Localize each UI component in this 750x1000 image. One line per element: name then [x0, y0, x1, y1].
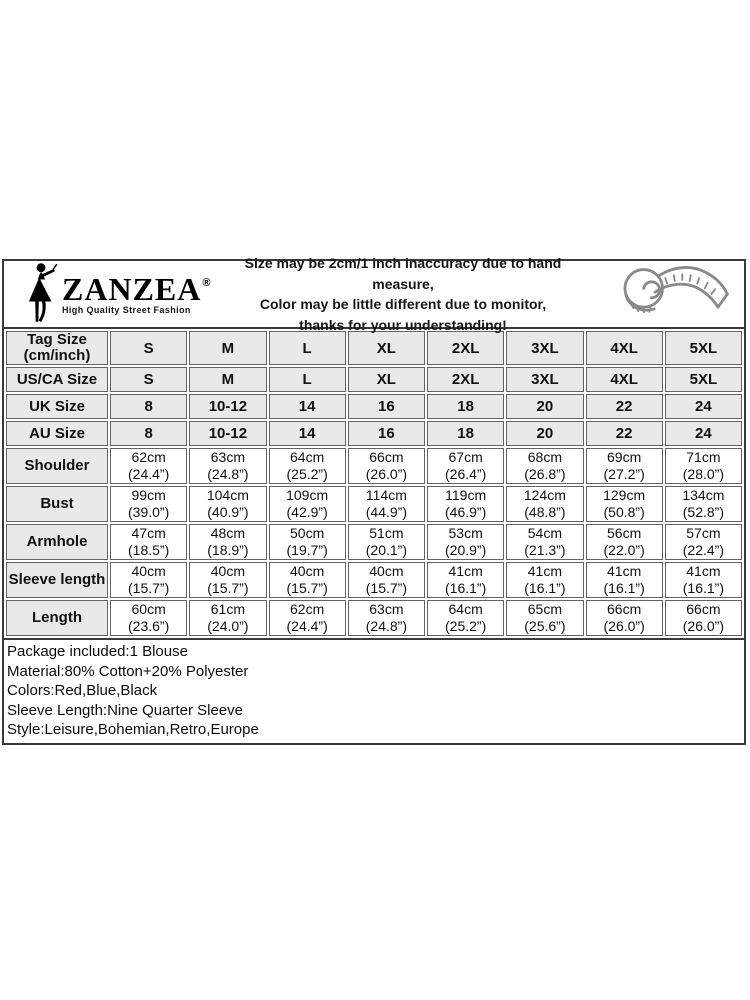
measuring-tape-icon — [598, 263, 744, 325]
measure-value-cell: 124cm (48.8”) — [506, 486, 583, 522]
measure-value-cell: 64cm (25.2”) — [427, 600, 504, 636]
row-label: Shoulder — [6, 448, 108, 484]
row-label: Tag Size (cm/inch) — [6, 331, 108, 365]
measure-value-cell: 65cm (25.6”) — [506, 600, 583, 636]
measure-value-cell: 53cm (20.9”) — [427, 524, 504, 560]
row-label: AU Size — [6, 421, 108, 446]
size-value-cell: 18 — [427, 394, 504, 419]
measure-value-cell: 56cm (22.0”) — [586, 524, 663, 560]
measure-value-cell: 41cm (16.1”) — [427, 562, 504, 598]
info-line: Style:Leisure,Bohemian,Retro,Europe — [7, 721, 259, 738]
measure-row — [6, 486, 742, 522]
notice-line: Size may be 2cm/1 inch inaccuracy due to hand measure, — [244, 255, 562, 292]
measure-value-cell: 40cm (15.7”) — [189, 562, 266, 598]
measure-value-cell: 69cm (27.2”) — [586, 448, 663, 484]
measure-value-cell: 47cm (18.5”) — [110, 524, 187, 560]
size-table — [4, 329, 744, 638]
size-row — [6, 331, 742, 365]
measure-value-cell: 129cm (50.8”) — [586, 486, 663, 522]
measure-value-cell: 51cm (20.1”) — [348, 524, 425, 560]
measure-value-cell: 63cm (24.8”) — [348, 600, 425, 636]
woman-silhouette-icon — [24, 263, 60, 325]
size-value-cell: 20 — [506, 394, 583, 419]
info-line: Sleeve Length:Nine Quarter Sleeve — [7, 701, 243, 719]
size-value-cell: L — [269, 331, 346, 365]
notice-line: Color may be little different due to monitor, — [259, 296, 547, 312]
size-value-cell: 14 — [269, 394, 346, 419]
measure-value-cell: 99cm (39.0”) — [110, 486, 187, 522]
info-line: Colors:Red,Blue,Black — [7, 682, 158, 699]
measure-value-cell: 40cm (15.7”) — [269, 562, 346, 598]
measure-value-cell: 66cm (26.0”) — [348, 448, 425, 484]
measure-value-cell: 40cm (15.7”) — [348, 562, 425, 598]
size-value-cell: 24 — [665, 394, 742, 419]
size-value-cell: 3XL — [506, 331, 583, 365]
size-value-cell: XL — [348, 367, 425, 392]
row-label: UK Size — [6, 394, 108, 419]
size-value-cell: 4XL — [586, 331, 663, 365]
size-row — [6, 367, 742, 392]
measure-value-cell: 54cm (21.3”) — [506, 524, 583, 560]
row-label: Bust — [6, 486, 108, 522]
size-value-cell: 4XL — [586, 367, 663, 392]
size-value-cell: 2XL — [427, 367, 504, 392]
size-value-cell: 16 — [348, 421, 425, 446]
logo-text — [62, 270, 212, 315]
measure-value-cell: 62cm (24.4”) — [269, 600, 346, 636]
size-value-cell: 22 — [586, 421, 663, 446]
size-value-cell: 8 — [110, 394, 187, 419]
notice-line: thanks for your understanding! — [299, 316, 507, 333]
size-disclaimer — [214, 253, 598, 335]
size-value-cell: S — [110, 367, 187, 392]
measure-value-cell: 57cm (22.4”) — [665, 524, 742, 560]
brand-logo — [4, 263, 214, 325]
measure-value-cell: 50cm (19.7”) — [269, 524, 346, 560]
size-value-cell: 10-12 — [189, 394, 266, 419]
measure-value-cell: 67cm (26.4”) — [427, 448, 504, 484]
row-label: Length — [6, 600, 108, 636]
row-label: Sleeve length — [6, 562, 108, 598]
size-value-cell: 2XL — [427, 331, 504, 365]
product-info — [4, 638, 744, 743]
measure-value-cell: 114cm (44.9”) — [348, 486, 425, 522]
size-chart-sheet — [2, 255, 746, 745]
measure-value-cell: 60cm (23.6”) — [110, 600, 187, 636]
measure-row — [6, 524, 742, 560]
measure-value-cell: 41cm (16.1”) — [665, 562, 742, 598]
size-value-cell: 24 — [665, 421, 742, 446]
measure-value-cell: 41cm (16.1”) — [506, 562, 583, 598]
measure-row — [6, 448, 742, 484]
measure-value-cell: 40cm (15.7”) — [110, 562, 187, 598]
registered-trademark: ® — [202, 276, 212, 289]
size-value-cell: 14 — [269, 421, 346, 446]
measure-value-cell: 66cm (26.0”) — [665, 600, 742, 636]
info-line: Material:80% Cotton+20% Polyester — [7, 662, 249, 680]
size-value-cell: L — [269, 367, 346, 392]
measure-value-cell: 63cm (24.8”) — [189, 448, 266, 484]
size-value-cell: XL — [348, 331, 425, 365]
row-label: Armhole — [6, 524, 108, 560]
size-value-cell: 3XL — [506, 367, 583, 392]
measure-value-cell: 66cm (26.0”) — [586, 600, 663, 636]
size-value-cell: M — [189, 367, 266, 392]
measure-value-cell: 104cm (40.9”) — [189, 486, 266, 522]
measure-value-cell: 48cm (18.9”) — [189, 524, 266, 560]
measure-value-cell: 119cm (46.9”) — [427, 486, 504, 522]
measure-value-cell: 61cm (24.0”) — [189, 600, 266, 636]
measure-row — [6, 600, 742, 636]
size-value-cell: 10-12 — [189, 421, 266, 446]
size-row — [6, 394, 742, 419]
size-value-cell: S — [110, 331, 187, 365]
measure-value-cell: 62cm (24.4”) — [110, 448, 187, 484]
measure-value-cell: 134cm (52.8”) — [665, 486, 742, 522]
row-label: US/CA Size — [6, 367, 108, 392]
size-value-cell: 20 — [506, 421, 583, 446]
size-value-cell: 22 — [586, 394, 663, 419]
size-value-cell: 16 — [348, 394, 425, 419]
size-value-cell: 5XL — [665, 331, 742, 365]
size-value-cell: 8 — [110, 421, 187, 446]
brand-name: ZANZEA® — [62, 270, 212, 307]
header-band — [4, 255, 744, 333]
measure-value-cell: 64cm (25.2”) — [269, 448, 346, 484]
size-row — [6, 421, 742, 446]
size-value-cell: 5XL — [665, 367, 742, 392]
brand-tagline: High Quality Street Fashion — [62, 304, 191, 315]
measure-value-cell: 71cm (28.0”) — [665, 448, 742, 484]
size-value-cell: M — [189, 331, 266, 365]
info-line: Package included:1 Blouse — [7, 643, 188, 660]
measure-value-cell: 41cm (16.1”) — [586, 562, 663, 598]
measure-value-cell: 109cm (42.9”) — [269, 486, 346, 522]
measure-value-cell: 68cm (26.8”) — [506, 448, 583, 484]
measure-row — [6, 562, 742, 598]
size-value-cell: 18 — [427, 421, 504, 446]
